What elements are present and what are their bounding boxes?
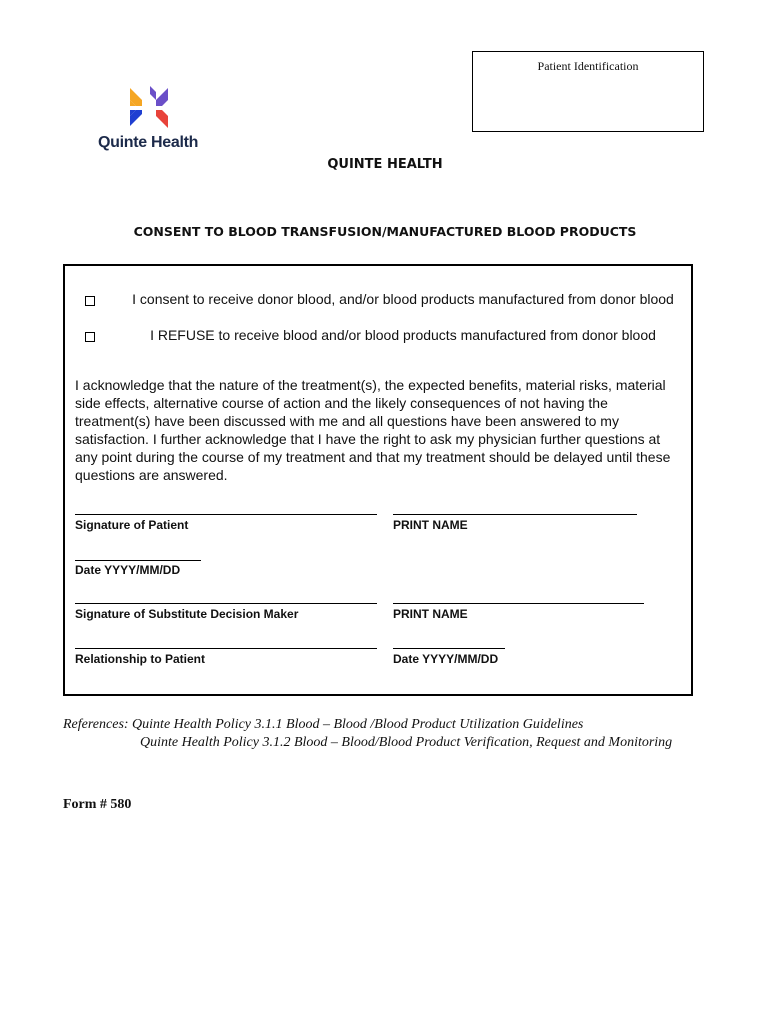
print-name-label-2: PRINT NAME — [393, 607, 468, 621]
form-title: CONSENT TO BLOOD TRANSFUSION/MANUFACTURED BLOOD PRODUCTS — [133, 224, 637, 239]
sdm-signature-line[interactable] — [75, 603, 377, 604]
logo-wordmark: Quinte Health — [98, 134, 199, 151]
print-name-line-1[interactable] — [393, 514, 637, 515]
refuse-option-text: I REFUSE to receive blood and/or blood products manufactured from donor blood — [150, 327, 656, 343]
reference-line-1: References: Quinte Health Policy 3.1.1 Blood – Blood /Blood Product Utilization Guidelines — [63, 717, 584, 732]
relationship-line[interactable] — [75, 648, 377, 649]
consent-checkbox[interactable] — [85, 296, 95, 306]
patient-identification-box[interactable] — [472, 51, 704, 132]
organization-title: QUINTE HEALTH — [327, 157, 443, 172]
consent-option-text: I consent to receive donor blood, and/or blood products manufactured from donor blood — [132, 291, 674, 307]
logo-mark-icon — [96, 82, 216, 134]
date-line-2[interactable] — [393, 648, 505, 649]
refuse-checkbox[interactable] — [85, 332, 95, 342]
date-line-1[interactable] — [75, 560, 201, 561]
acknowledgement-text: I acknowledge that the nature of the treatment(s), the expected benefits, material risks, material side effects, alternative course of action and the likely consequences of not having the treatment(s) have been discussed with me and all questions have been answered to my satisfaction. I further acknowledge that I have the right to ask my physician further questions at any point during the course of my treatment and that my treatment should be delayed until these questions are answered. — [75, 377, 671, 483]
form-number: Form # 580 — [63, 797, 132, 812]
patient-signature-label: Signature of Patient — [75, 518, 189, 532]
references — [63, 716, 672, 752]
sdm-signature-label: Signature of Substitute Decision Maker — [75, 607, 299, 621]
patient-signature-line[interactable] — [75, 514, 377, 515]
consent-box — [63, 264, 693, 696]
print-name-line-2[interactable] — [393, 603, 644, 604]
date-label-1: Date YYYY/MM/DD — [75, 563, 181, 577]
reference-line-2: Quinte Health Policy 3.1.2 Blood – Blood/Blood Product Verification, Request and Monitoring — [140, 735, 673, 750]
patient-identification-label: Patient Identification — [537, 59, 639, 73]
quinte-health-logo — [96, 82, 216, 157]
relationship-label: Relationship to Patient — [75, 652, 206, 666]
print-name-label-1: PRINT NAME — [393, 518, 468, 532]
date-label-2: Date YYYY/MM/DD — [393, 652, 499, 666]
